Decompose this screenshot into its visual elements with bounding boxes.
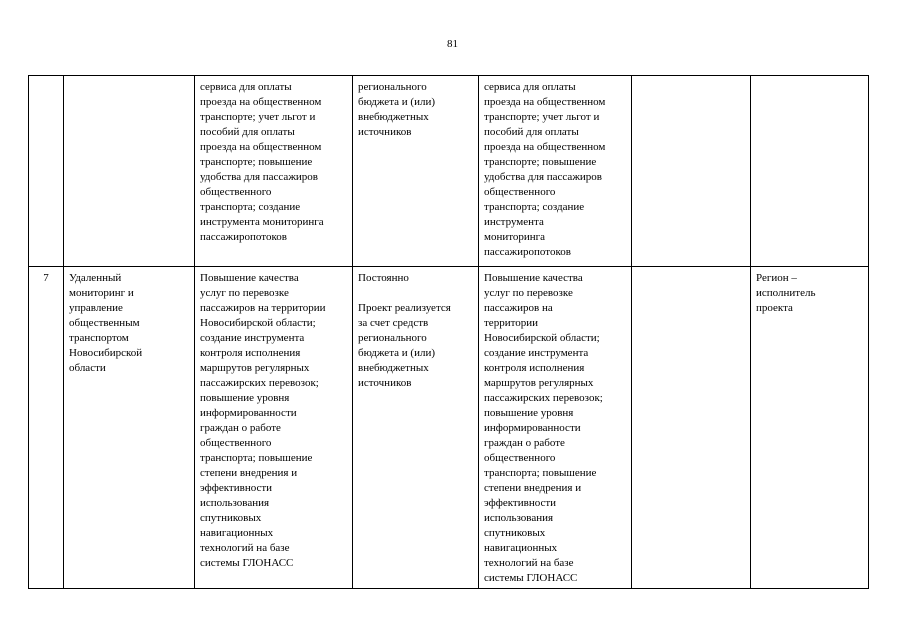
text-line: Новосибирской области;: [200, 317, 316, 329]
text-line: общественного: [484, 452, 556, 464]
text-line: транспорте; учет льгот и: [200, 111, 316, 123]
text-line: транспорта; повышение: [484, 467, 597, 479]
text-line: проезда на общественном: [200, 141, 322, 153]
cell-executor: [751, 267, 869, 589]
text-line: пассажиров на территории: [200, 302, 326, 314]
text-line: информированности: [484, 422, 581, 434]
cell-num: [29, 76, 64, 267]
text-line: территории: [484, 317, 539, 329]
text-line: бюджета и (или): [358, 347, 435, 359]
text-line: услуг по перевозке: [484, 287, 573, 299]
text-line: бюджета и (или): [358, 96, 435, 108]
text-line: внебюджетных: [358, 111, 429, 123]
text-line: общественного: [484, 186, 556, 198]
text-line: проезда на общественном: [200, 96, 322, 108]
text-line: сервиса для оплаты: [200, 81, 292, 93]
text-line: общественного: [200, 186, 272, 198]
text-line: инструмента: [484, 216, 544, 228]
text-line: спутниковых: [484, 527, 546, 539]
cell-result: [195, 267, 353, 589]
cell-num: 7: [29, 267, 64, 589]
cell-col6: [632, 76, 751, 267]
cell-effect: [479, 76, 632, 267]
text-line: транспорте; повышение: [200, 156, 313, 168]
timing-text: Постоянно: [358, 272, 409, 284]
text-line: проекта: [756, 302, 793, 314]
cell-result: [195, 76, 353, 267]
text-line: пассажирских перевозок;: [484, 392, 603, 404]
text-line: области: [69, 362, 106, 374]
text-line: использования: [200, 497, 270, 509]
table-row: [29, 267, 869, 589]
text-line: транспорта; создание: [484, 201, 585, 213]
text-line: общественного: [200, 437, 272, 449]
text-line: технологий на базе: [484, 557, 574, 569]
text-line: за счет средств: [358, 317, 429, 329]
text-line: Новосибирской области;: [484, 332, 600, 344]
text-line: маршрутов регулярных: [200, 362, 310, 374]
cell-executor: [751, 76, 869, 267]
text-line: системы ГЛОНАСС: [484, 572, 578, 584]
text-line: создание инструмента: [484, 347, 589, 359]
text-line: технологий на базе: [200, 542, 290, 554]
text-line: регионального: [358, 81, 427, 93]
text-line: пособий для оплаты: [200, 126, 295, 138]
text-line: услуг по перевозке: [200, 287, 289, 299]
text-line: Повышение качества: [484, 272, 583, 284]
text-line: контроля исполнения: [484, 362, 585, 374]
cell-effect: [479, 267, 632, 589]
text-line: спутниковых: [200, 512, 262, 524]
cell-col6: [632, 267, 751, 589]
text-line: системы ГЛОНАСС: [200, 557, 294, 569]
text-line: повышение уровня: [484, 407, 574, 419]
text-line: проезда на общественном: [484, 96, 606, 108]
text-line: пассажирских перевозок;: [200, 377, 319, 389]
text-line: степени внедрения и: [484, 482, 582, 494]
text-line: контроля исполнения: [200, 347, 301, 359]
text-line: Проект реализуется: [358, 302, 451, 314]
text-line: граждан о работе: [200, 422, 281, 434]
text-line: проезда на общественном: [484, 141, 606, 153]
text-line: транспорте; учет льгот и: [484, 111, 600, 123]
text-line: пособий для оплаты: [484, 126, 579, 138]
text-line: Повышение качества: [200, 272, 299, 284]
text-line: источников: [358, 377, 412, 389]
text-line: эффективности: [484, 497, 557, 509]
text-line: Удаленный: [69, 272, 122, 284]
text-line: транспортом: [69, 332, 129, 344]
text-line: навигационных: [200, 527, 274, 539]
text-line: транспорта; создание: [200, 201, 301, 213]
text-line: транспорта; повышение: [200, 452, 313, 464]
text-line: удобства для пассажиров: [484, 171, 602, 183]
text-line: пассажиров на: [484, 302, 553, 314]
text-line: эффективности: [200, 482, 273, 494]
text-line: инструмента мониторинга: [200, 216, 324, 228]
text-line: повышение уровня: [200, 392, 290, 404]
text-line: источников: [358, 126, 412, 138]
text-line: управление: [69, 302, 123, 314]
text-line: транспорте; повышение: [484, 156, 597, 168]
text-line: общественным: [69, 317, 140, 329]
text-line: граждан о работе: [484, 437, 565, 449]
cell-funding: [353, 76, 479, 267]
text-line: пассажиропотоков: [200, 231, 287, 243]
text-line: Регион –: [756, 272, 797, 284]
page-number: 81: [447, 38, 458, 50]
text-line: исполнитель: [756, 287, 816, 299]
text-line: удобства для пассажиров: [200, 171, 318, 183]
text-line: Новосибирской: [69, 347, 143, 359]
text-line: мониторинг и: [69, 287, 134, 299]
cell-name: [64, 76, 195, 267]
text-line: пассажиропотоков: [484, 246, 571, 258]
text-line: маршрутов регулярных: [484, 377, 594, 389]
text-line: внебюджетных: [358, 362, 429, 374]
text-line: навигационных: [484, 542, 558, 554]
text-line: создание инструмента: [200, 332, 305, 344]
cell-name: [64, 267, 195, 589]
text-line: информированности: [200, 407, 297, 419]
table-row: [29, 76, 869, 267]
text-line: сервиса для оплаты: [484, 81, 576, 93]
cell-funding: [353, 267, 479, 589]
text-line: степени внедрения и: [200, 467, 298, 479]
measures-table: [28, 75, 869, 589]
text-line: мониторинга: [484, 231, 546, 243]
text-line: использования: [484, 512, 554, 524]
text-line: регионального: [358, 332, 427, 344]
